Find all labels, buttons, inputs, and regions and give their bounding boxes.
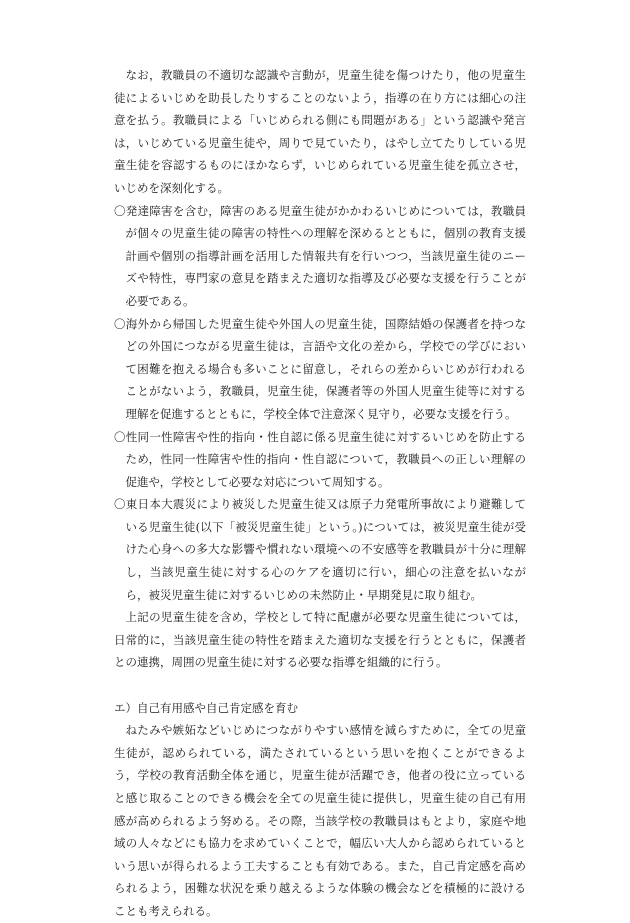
- overseas-bullet: 〇海外から帰国した児童生徒や外国人の児童生徒，国際結婚の保護者を持つなどの外国につながる児童生徒は，言語や文化の差から，学校での学びにおいて困難を抱える場合も多いことに留意し，それらの差からいじめが行われることがないよう，教職員，児童生徒，保護者等の外国人児童生徒等に対する理解を促進するとともに，学校全体で注意深く見守り，必要な支援を行う。: [114, 316, 526, 421]
- document-page: [114, 64, 526, 923]
- section-spacer: [114, 674, 526, 697]
- summary-paragraph: 上記の児童生徒を含め，学校として特に配慮が必要な児童生徒については，日常的に，当該児童生徒の特性を踏まえた適切な支援を行うとともに，保護者との連携，周囲の児童生徒に対する必要な指導を組織的に行う。: [114, 610, 526, 670]
- disability-bullet: 〇発達障害を含む，障害のある児童生徒がかかわるいじめについては，教職員が個々の児童生徒の障害の特性への理解を深めるとともに，個別の教育支援計画や個別の指導計画を活用した情報共有を行いつつ，当該児童生徒のニーズや特性，専門家の意見を踏まえた適切な指導及び必要な支援を行うことが必要である。: [114, 203, 526, 308]
- section-body: ねたみや嫉妬などいじめにつながりやすい感情を減らすために，全ての児童生徒が，認められている，満たされているという思いを抱くことができるよう，学校の教育活動全体を通じ，児童生徒が活躍でき，他者の役に立っていると感じ取ることのできる機会を全ての児童生徒に提供し，児童生徒の自己有用感が高められるよう努める。その際，当該学校の教職員はもとより，家庭や地域の人々などにも協力を求めていくことで，幅広い大人から認められているという思いが得られるよう工夫することも有効である。また，自己肯定感を高められるよう，困難な状況を乗り越えるような体験の機会などを積極的に設けることも考えられる。: [114, 723, 526, 918]
- gender-identity-bullet: 〇性同一性障害や性的指向・性自認に係る児童生徒に対するいじめを防止するため，性同一性障害や性的指向・性自認について，教職員への正しい理解の促進や，学校として必要な対応について周知する。: [114, 429, 526, 489]
- intro-paragraph: なお，教職員の不適切な認識や言動が，児童生徒を傷つけたり，他の児童生徒によるいじめを助長したりすることのないよう，指導の在り方には細心の注意を払う。教職員による「いじめられる側にも問題がある」という認識や発言は，いじめている児童生徒や，周りで見ていたり，はやし立てたりしている児童生徒を容認するものにほかならず，いじめられている児童生徒を孤立させ，いじめを深刻化する。: [114, 68, 526, 195]
- section-heading: エ）自己有用感や自己肯定感を育む: [114, 700, 298, 715]
- disaster-bullet: 〇東日本大震災により被災した児童生徒又は原子力発電所事故により避難している児童生徒(以下「被災児童生徒」という。)については，被災児童生徒が受けた心身への多大な影響や慣れない環境への不安感等を教職員が十分に理解し，当該児童生徒に対する心のケアを適切に行い，細心の注意を払いながら，被災児童生徒に対するいじめの未然防止・早期発見に取り組む。: [114, 497, 526, 602]
